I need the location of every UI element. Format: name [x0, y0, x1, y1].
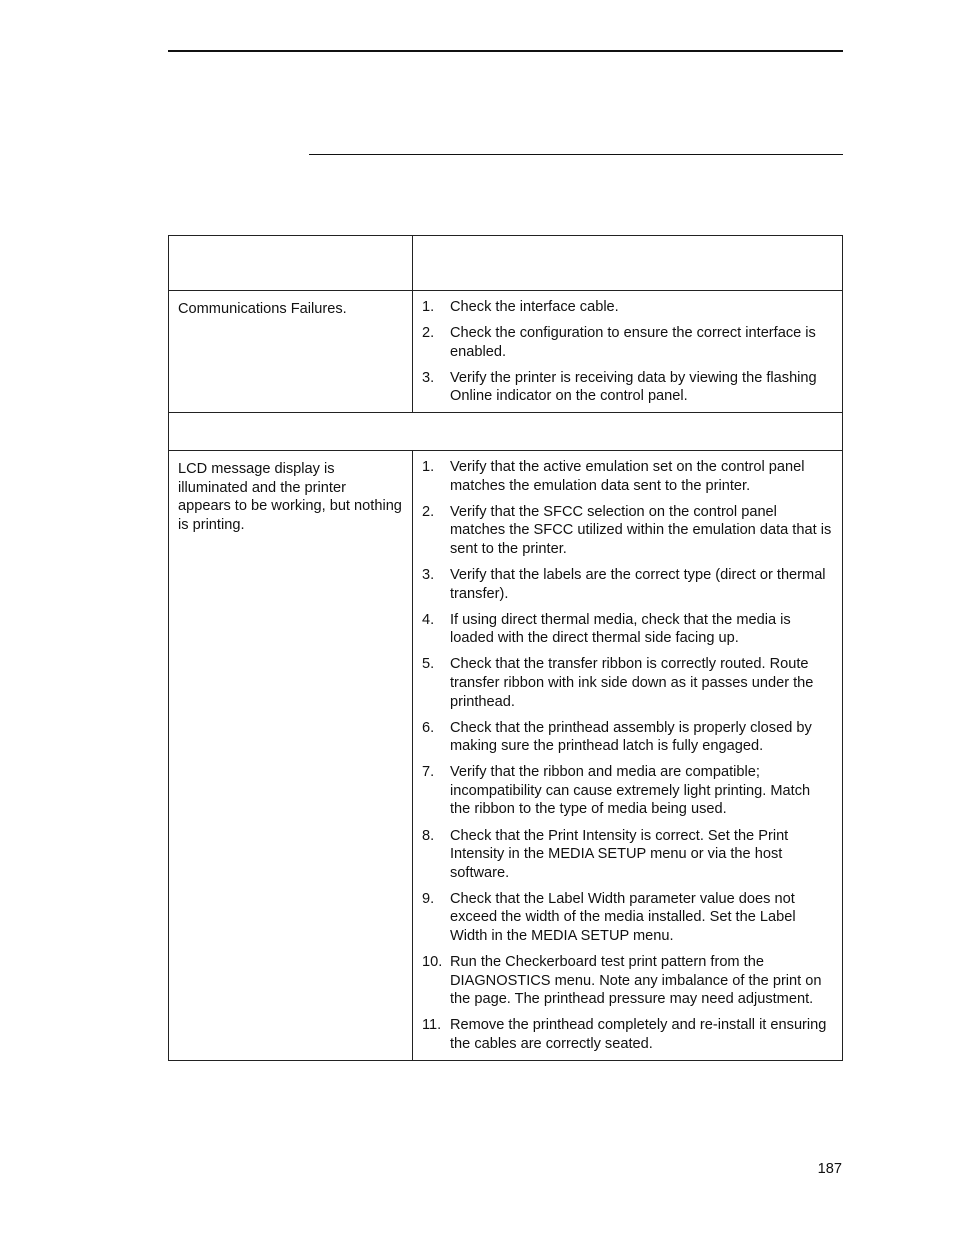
header-cell-symptom	[169, 236, 413, 291]
action-steps-list	[422, 458, 832, 1054]
step-text: Verify that the active emulation set on the control panel matches the emulation data sent to the printer.	[450, 458, 805, 494]
step-number: 4.	[422, 611, 435, 628]
step-number: 2.	[422, 503, 435, 520]
step-text: Verify the printer is receiving data by viewing the flashing Online indicator on the control panel.	[450, 369, 817, 405]
table-row	[169, 291, 843, 413]
section-divider-row	[169, 412, 843, 450]
list-item	[422, 298, 832, 317]
list-item	[422, 324, 832, 361]
step-number: 3.	[422, 369, 435, 386]
step-text: Run the Checkerboard test print pattern from the DIAGNOSTICS menu. Note any imbalance of the print on the page. The printhead pressure may need adjustment.	[450, 954, 822, 1008]
step-text: Verify that the ribbon and media are compatible; incompatibility can cause extremely light printing. Match the ribbon to the type of media being used.	[450, 764, 811, 818]
step-text: Check that the transfer ribbon is correctly routed. Route transfer ribbon with ink side down as it passes under the printhead.	[450, 656, 814, 710]
step-number: 8.	[422, 827, 435, 844]
step-text: Remove the printhead completely and re-install it ensuring the cables are correctly seated.	[450, 1017, 827, 1052]
action-steps-list	[422, 298, 832, 406]
list-item	[422, 953, 832, 1009]
list-item	[422, 458, 832, 495]
table-header-row	[169, 236, 843, 291]
step-number: 7.	[422, 764, 435, 781]
step-text: If using direct thermal media, check that the media is loaded with the direct thermal side facing up.	[450, 611, 791, 647]
step-text: Verify that the SFCC selection on the control panel matches the SFCC utilized within the emulation data that is sent to the printer.	[450, 503, 832, 557]
header-rule	[168, 50, 843, 52]
list-item	[422, 1016, 832, 1053]
header-cell-action	[413, 236, 843, 291]
step-text: Check that the Label Width parameter value does not exceed the width of the media installed. Set the Label Width in the MEDIA SETUP menu.	[450, 890, 796, 945]
step-number: 3.	[422, 566, 435, 583]
step-text: Check that the Print Intensity is correct. Set the Print Intensity in the MEDIA SETUP menu or via the host software.	[450, 827, 789, 881]
actions-cell	[413, 291, 843, 413]
list-item	[422, 719, 832, 756]
list-item	[422, 566, 832, 603]
list-item	[422, 890, 832, 946]
step-text: Verify that the labels are the correct type (direct or thermal transfer).	[450, 566, 826, 602]
step-number: 1.	[422, 299, 435, 315]
list-item	[422, 763, 832, 819]
step-number: 6.	[422, 719, 435, 736]
list-item	[422, 655, 832, 711]
step-number: 1.	[422, 458, 435, 475]
troubleshooting-table	[168, 235, 843, 1061]
list-item	[422, 827, 832, 883]
step-text: Check the interface cable.	[450, 299, 619, 315]
step-text: Check that the printhead assembly is properly closed by making sure the printhead latch is fully engaged.	[450, 719, 812, 755]
step-number: 2.	[422, 325, 435, 342]
symptom-cell: LCD message display is illuminated and the printer appears to be working, but nothing is printing.	[169, 450, 413, 1060]
list-item	[422, 369, 832, 406]
list-item	[422, 611, 832, 648]
page-number: 187	[817, 1161, 842, 1177]
step-number: 10.	[422, 954, 443, 971]
actions-cell	[413, 450, 843, 1060]
symptom-cell: Communications Failures.	[169, 291, 413, 413]
table-row	[169, 450, 843, 1060]
step-number: 11.	[422, 1017, 442, 1034]
step-number: 9.	[422, 890, 435, 907]
section-title-rule	[309, 154, 843, 155]
step-number: 5.	[422, 656, 435, 673]
list-item	[422, 503, 832, 559]
section-divider-cell	[169, 412, 843, 450]
step-text: Check the configuration to ensure the correct interface is enabled.	[450, 325, 816, 360]
